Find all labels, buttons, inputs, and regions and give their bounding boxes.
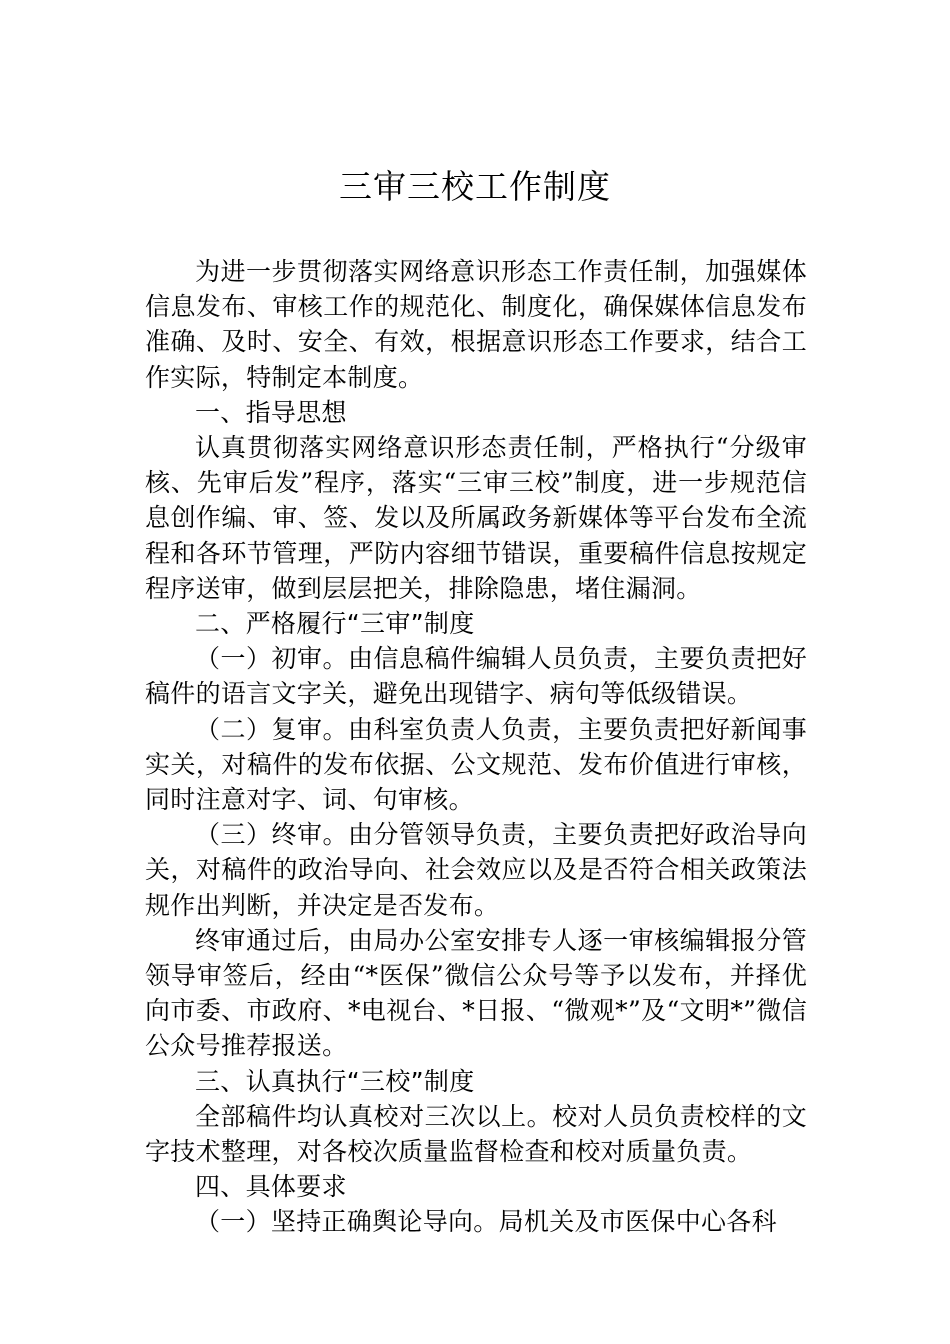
paragraph-guiding-thought: 认真贯彻落实网络意识形态责任制，严格执行“分级审核、先审后发”程序，落实“三审三校”制度，进一步规范信息创作编、审、签、发以及所属政务新媒体等平台发布全流程和各环节管理，严防内容细节错误，重要稿件信息按规定程序送审，做到层层把关，排除隐患，堵住漏洞。 (145, 433, 807, 603)
document-body (145, 254, 807, 1240)
section-heading-3: 三、认真执行“三校”制度 (195, 1066, 475, 1096)
paragraph-final-review: （三）终审。由分管领导负责，主要负责把好政治导向关，对稿件的政治导向、社会效应以及是否符合相关政策法规作出判断，并决定是否发布。 (145, 820, 807, 920)
paragraph-intro: 为进一步贯彻落实网络意识形态工作责任制，加强媒体信息发布、审核工作的规范化、制度化，确保媒体信息发布准确、及时、安全、有效，根据意识形态工作要求，结合工作实际，特制定本制度。 (145, 257, 807, 392)
paragraph-proofreading: 全部稿件均认真校对三次以上。校对人员负责校样的文字技术整理，对各校次质量监督检查和校对质量负责。 (145, 1101, 807, 1167)
document-title: 三审三校工作制度 (339, 167, 611, 206)
section-heading-2: 二、严格履行“三审”制度 (195, 609, 475, 639)
section-heading-1: 一、指导思想 (195, 397, 347, 427)
paragraph-after-review: 终审通过后，由局办公室安排专人逐一审核编辑报分管领导审签后，经由“*医保”微信公众号等予以发布，并择优向市委、市政府、*电视台、*日报、“微观*”及“文明*”微信公众号推荐报送。 (145, 925, 807, 1061)
section-heading-4: 四、具体要求 (195, 1172, 347, 1202)
paragraph-requirements-1: （一）坚持正确舆论导向。局机关及市医保中心各科 (195, 1207, 777, 1237)
paragraph-second-review: （二）复审。由科室负责人负责，主要负责把好新闻事实关，对稿件的发布依据、公文规范、发布价值进行审核，同时注意对字、词、句审核。 (145, 714, 807, 815)
paragraph-first-review: （一）初审。由信息稿件编辑人员负责，主要负责把好稿件的语言文字关，避免出现错字、病句等低级错误。 (145, 644, 807, 709)
